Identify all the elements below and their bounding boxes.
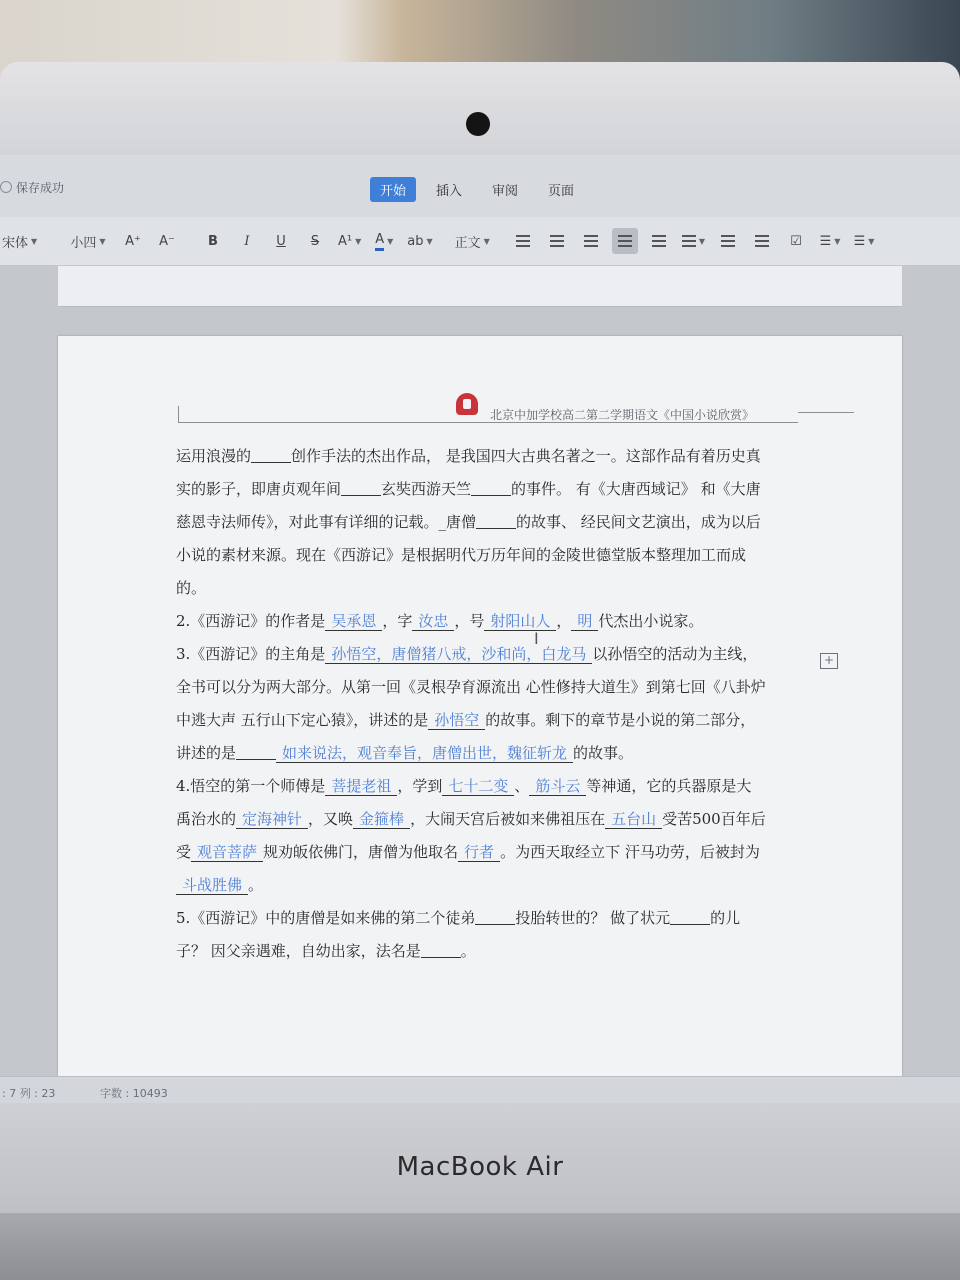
blank-line [475,906,515,925]
align-right-icon [584,235,598,247]
align-left-button[interactable] [510,228,536,254]
text-run: 玄奘西游天竺 [381,480,472,498]
indent-icon [755,235,769,247]
add-comment-icon[interactable]: + [820,653,838,669]
answer-fill: 金箍棒 [353,810,410,829]
underline-button[interactable]: U [276,233,286,249]
tab-review[interactable]: 审阅 [492,184,519,199]
school-logo-icon [456,393,478,415]
blank-line [476,510,516,529]
text-run: 的故事。剩下的章节是小说的第二部分，讲述的是 [176,711,756,762]
chevron-down-icon: ▼ [355,236,362,246]
checkbox-icon: ☑ [790,233,802,249]
justify-button[interactable] [612,228,638,254]
font-size-select[interactable]: 小四 ▼ [70,235,106,251]
align-center-button[interactable] [544,228,570,254]
text-run: ，字 [382,612,413,630]
format-toolbar [0,217,960,266]
text-run: 2.《西游记》的作者是 [176,612,326,630]
chevron-down-icon: ▼ [31,236,38,246]
title-bar [0,155,960,218]
text-run: 等神通，它的兵器原是大禹治水的 [176,777,752,828]
text-run: 。 [248,876,264,894]
italic-button[interactable]: I [244,233,250,249]
text-run: 的故事、 经民间文艺演出，成为以后小说的素材来源。现在《西游记》是根据明代万历年间的金陵世德堂版本整理加工而成的。 [176,513,761,597]
tab-page[interactable]: 页面 [548,184,575,199]
chevron-down-icon: ▼ [698,236,705,246]
blank-line [251,444,291,463]
grow-font-button[interactable]: A⁺ [125,233,141,249]
tab-start[interactable]: 开始 [370,177,416,202]
outdent-icon [721,235,735,247]
numbered-list-icon: ☰ [853,233,866,249]
save-status: 保存成功 [0,179,64,196]
text-run: 投胎转世的？ 做了状元 [515,909,671,927]
page-header: 北京中加学校高二第二学期语文《中国小说欣赏》 [490,408,755,422]
distributed-button[interactable] [646,228,672,254]
strikethrough-button[interactable]: S [310,233,320,249]
justify-icon [618,235,632,247]
chevron-down-icon: ▼ [483,236,490,246]
answer-fill: 定海神针 [236,810,308,829]
blank-line [471,477,511,496]
paragraph [176,902,766,968]
text-cursor-icon: I [534,629,539,648]
text-run: 代杰出小说家。 [598,612,704,630]
header-margin-mark [178,406,179,422]
document-body[interactable] [176,440,766,968]
answer-fill: 筋斗云 [529,777,586,796]
text-run: ，号 [454,612,485,630]
answer-fill: 孙悟空 [428,711,485,730]
answer-fill: 菩提老祖 [325,777,397,796]
laptop-base [0,1213,960,1280]
check-circle-icon [0,181,12,193]
highlight-button[interactable]: ab ▼ [407,233,433,249]
blank-line [236,741,276,760]
tab-insert[interactable]: 插入 [436,184,463,199]
header-margin-mark [798,412,854,413]
text-run: 受苦500百年后受 [176,810,766,861]
answer-fill: 明 [571,612,598,631]
text-run: 的儿子？ 因父亲遇难，自幼出家，法名是 [176,909,741,960]
text-run: ，又唤 [308,810,354,828]
text-run: 的事件。 有《大唐西域记》 和《大唐慈恩寺法师传》，对此事有详细的记载。_唐僧 [176,480,761,531]
blank-line [341,477,381,496]
blank-line [670,906,710,925]
chevron-down-icon: ▼ [99,236,106,246]
paragraph [176,638,766,770]
line-spacing-icon [682,235,696,247]
bold-button[interactable]: B [208,233,218,249]
document-canvas [0,266,960,1076]
text-run: 规劝皈依佛门，唐僧为他取名 [263,843,459,861]
checkbox-button[interactable] [783,228,809,254]
chevron-down-icon: ▼ [387,236,394,246]
distributed-icon [652,235,666,247]
word-count: 字数 : 10493 [100,1087,168,1100]
ribbon-tabs [370,177,584,202]
increase-indent-button[interactable] [749,228,775,254]
paragraph [176,770,766,902]
decrease-indent-button[interactable] [715,228,741,254]
answer-fill: 行者 [458,843,500,862]
paragraph [176,440,766,605]
paragraph [176,605,766,638]
answer-fill: 吴承恩 [325,612,382,631]
align-left-icon [516,235,530,247]
bullet-list-button[interactable] [817,228,843,254]
cursor-position: : 7 列 : 23 [2,1087,56,1100]
line-spacing-button[interactable] [680,228,707,254]
answer-fill: 射阳山人 [484,612,556,631]
chevron-down-icon: ▼ [834,236,841,246]
answer-fill: 五台山 [605,810,662,829]
bullet-list-icon: ☰ [819,233,832,249]
text-run: 、 [514,777,530,795]
text-run: ， [556,612,572,630]
status-bar [0,1076,960,1105]
numbered-list-button[interactable] [851,228,877,254]
style-select[interactable]: 正文 ▼ [454,235,490,251]
align-center-icon [550,235,564,247]
webcam [466,112,490,136]
document-page[interactable] [58,336,902,1096]
blank-line [421,939,461,958]
text-run: 运用浪漫的 [176,447,252,465]
answer-fill: 孙悟空，唐僧猪八戒，沙和尚，白龙马 [325,645,592,664]
previous-page [58,266,902,307]
answer-fill: 七十二变 [442,777,514,796]
chevron-down-icon: ▼ [868,236,875,246]
device-brand: MacBook Air [396,1152,564,1182]
text-run: 创作手法的杰出作品， 是我国四大古典名著之一。这部作品有着历史真实的影子，即唐贞观年间 [176,447,761,498]
text-run: 。 [460,942,476,960]
align-right-button[interactable] [578,228,604,254]
answer-fill: 如来说法，观音奉旨，唐僧出世，魏征斩龙 [276,744,573,763]
text-run: ，大闹天宫后被如来佛祖压在 [410,810,606,828]
chevron-down-icon: ▼ [426,236,433,246]
text-run: 5.《西游记》中的唐僧是如来佛的第二个徒弟 [176,909,476,927]
text-run: 3.《西游记》的主角是 [176,645,326,663]
text-run: 4.悟空的第一个师傅是 [176,777,326,795]
text-run: 以孙悟空的活动为主线，全书可以分为两大部分。从第一回《灵根孕育源流出 心性修持大道生》到第七回《八卦炉中逃大声 五行山下定心猿》，讲述的是 [176,645,766,729]
shrink-font-button[interactable]: A⁻ [159,233,175,249]
answer-fill: 斗战胜佛 [176,876,248,895]
screen [0,155,960,1105]
font-color-button[interactable]: A ▼ [371,228,397,254]
answer-fill: 汝忠 [412,612,454,631]
text-run: 。为西天取经立下 汗马功劳，后被封为 [500,843,760,861]
answer-fill: 观音菩萨 [191,843,263,862]
text-run: 的故事。 [573,744,634,762]
superscript-button[interactable]: A¹ ▼ [338,233,362,249]
text-run: ，学到 [397,777,443,795]
font-family-select[interactable]: 宋体 ▼ [2,235,38,251]
